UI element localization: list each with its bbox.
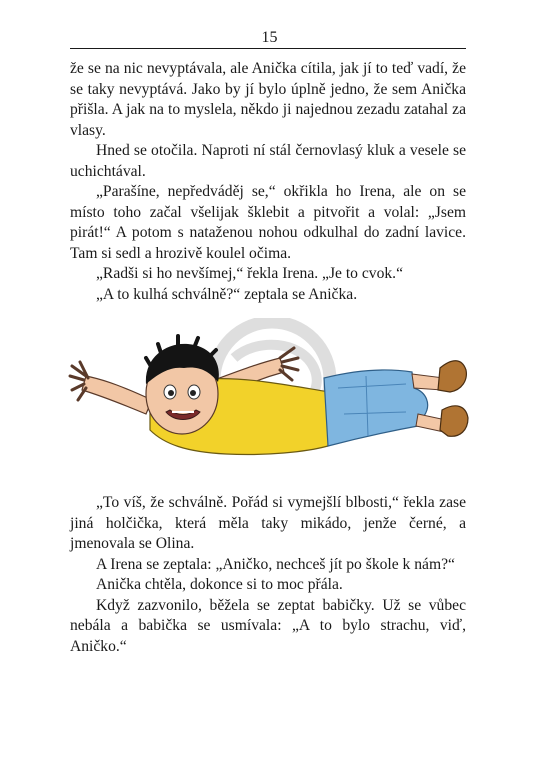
text-block-top xyxy=(70,59,466,305)
text-block-bottom xyxy=(70,493,466,657)
page-number: 15 xyxy=(261,29,278,46)
header-rule xyxy=(70,48,466,49)
paragraph: že se na nic nevyptávala, ale Anička cítila, jak jí to teď vadí, že se taky nevyptává. Jako by jí bylo úplně jedno, že sem Anička přišla. A jak na to myslela, někdo ji najednou zezadu zatahal za vlasy. xyxy=(70,60,466,139)
paragraph: Když zazvonilo, běžela se zeptat babičky. Už se vůbec nebála a babička se usmívala: „A to bylo strachu, viď, Aničko.“ xyxy=(70,596,466,655)
paragraph: „To víš, že schválně. Pořád si vymejšlí blbosti,“ řekla zase jiná holčička, která měla taky mikádo, jenže černé, a jmenovala se Olina. xyxy=(70,494,466,552)
paragraph: „Radši si ho nevšímej,“ řekla Irena. „Je to cvok.“ xyxy=(96,265,404,282)
paragraph: A Irena se zeptala: „Aničko, nechceš jít po škole k nám?“ xyxy=(96,555,455,573)
paragraph: „A to kulhá schválně?“ zeptala se Anička. xyxy=(96,285,358,303)
jeans xyxy=(324,370,428,446)
shoes xyxy=(438,361,468,437)
left-arm xyxy=(70,362,152,414)
paragraph: Hned se otočila. Naproti ní stál černovlasý kluk a vesele se uchichtával. xyxy=(70,142,466,180)
paragraph: Anička chtěla, dokonce si to moc přála. xyxy=(96,576,343,593)
paragraph: „Parašíne, nepředváděj se,“ okřikla ho Irena, ale on se místo toho začal všelijak šklebit a pitvořit a volal: „Jsem pirát!“ A potom s nataženou nohou odkulhal do zadní lavice. Tam si sedl a hrozivě koulel očima. xyxy=(70,183,466,262)
boy-head xyxy=(146,336,219,434)
boy-illustration xyxy=(66,318,470,466)
